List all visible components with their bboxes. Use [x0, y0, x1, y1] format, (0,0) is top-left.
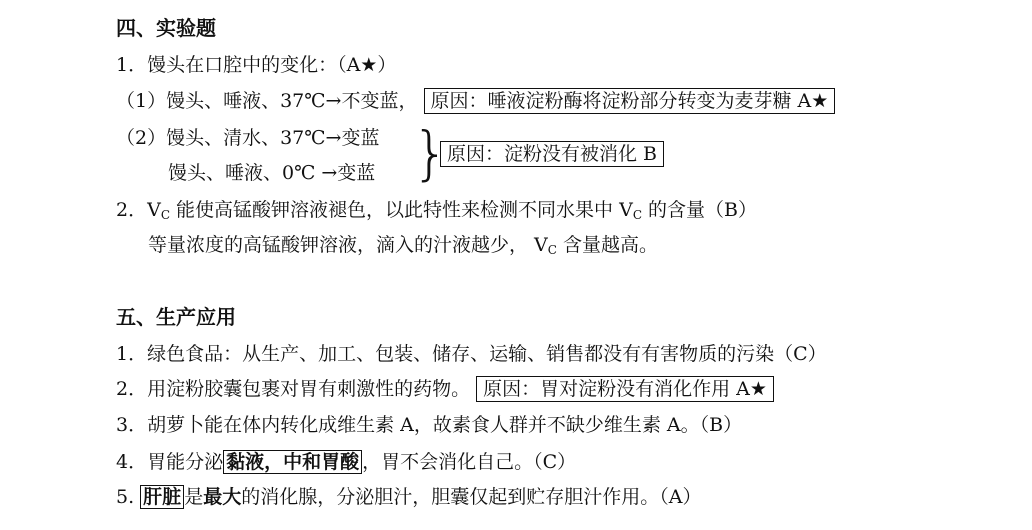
item-4-prefix: 4．胃能分泌 — [116, 451, 224, 473]
item-2-reason-box: 原因：胃对淀粉没有消化作用 A★ — [476, 376, 774, 402]
question-1-row-1 — [116, 89, 835, 113]
q2-line2-text-b: 含量越高。 — [563, 234, 659, 256]
question-1-row-3: 馒头、唾液、0℃ →变蓝 — [168, 162, 376, 184]
application-item-5 — [116, 485, 701, 509]
section-heading-experiments: 四、实验题 — [116, 16, 216, 40]
application-item-1: 1．绿色食品：从生产、加工、包装、储存、运输、销售都没有有害物质的污染（C） — [116, 343, 827, 365]
application-item-4 — [116, 450, 576, 474]
q2-subscript: C — [160, 208, 170, 222]
item-5-mid: 是 — [184, 486, 204, 508]
item-4-boxed-text: 黏液，中和胃酸 — [223, 450, 362, 474]
item-2-text: 2．用淀粉胶囊包裹对胃有刺激性的药物。 — [116, 378, 471, 400]
q2-line2-text-a: 等量浓度的高锰酸钾溶液，滴入的汁液越少， V — [148, 234, 548, 256]
question-2-line-2 — [148, 233, 658, 262]
question-2-line-1 — [116, 198, 757, 227]
q2-text-a: 2．V — [116, 199, 161, 221]
q2-text-b: 能使高锰酸钾溶液褪色，以此特性来检测不同水果中 V — [176, 199, 633, 221]
q2-subscript-2: C — [632, 208, 642, 222]
question-1-group-reason — [440, 142, 664, 166]
row-1-reason-box: 原因：唾液淀粉酶将淀粉部分转变为麦芽糖 A★ — [424, 88, 836, 114]
question-1-title: 1．馒头在口腔中的变化：（A★） — [116, 54, 397, 76]
item-5-suffix: 的消化腺，分泌胆汁，胆囊仅起到贮存胆汁作用。（A） — [241, 486, 702, 508]
section-heading-applications: 五、生产应用 — [116, 305, 236, 329]
q2-line2-subscript: C — [547, 243, 557, 257]
item-5-prefix: 5. — [116, 486, 141, 508]
group-reason-box: 原因：淀粉没有被消化 B — [440, 141, 664, 167]
row-1-condition: （1）馒头、唾液、37℃→不变蓝， — [116, 90, 418, 112]
item-5-boxed-text: 肝脏 — [140, 485, 184, 509]
item-4-suffix: ，胃不会消化自己。（C） — [362, 451, 577, 473]
item-5-bold-text: 最大 — [203, 486, 242, 508]
grouping-brace: } — [412, 119, 449, 187]
application-item-3: 3．胡萝卜能在体内转化成维生素 A，故素食人群并不缺少维生素 A。（B） — [116, 414, 743, 436]
question-1-row-2: （2）馒头、清水、37℃→变蓝 — [116, 127, 380, 149]
q2-text-c: 的含量（B） — [648, 199, 758, 221]
application-item-2 — [116, 377, 774, 401]
